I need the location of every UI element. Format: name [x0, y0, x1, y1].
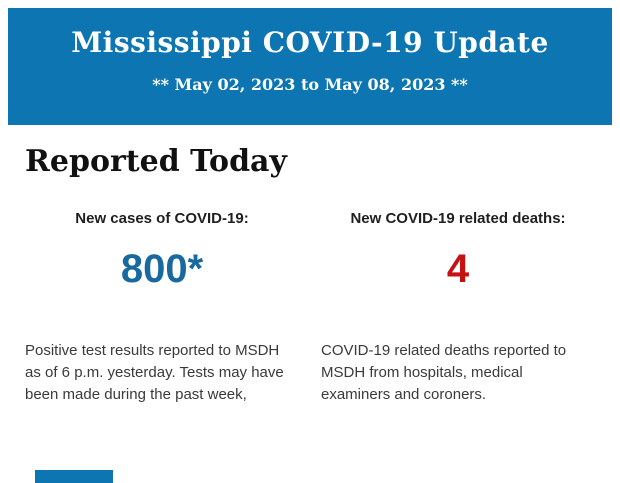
date-range: ** May 02, 2023 to May 08, 2023 ** [152, 74, 468, 94]
next-section-band-partial [35, 470, 113, 483]
page-title: Mississippi COVID-19 Update [71, 26, 549, 59]
main-content [0, 145, 620, 406]
new-cases-label: New cases of COVID-19: [75, 210, 249, 227]
stat-new-cases [25, 210, 299, 406]
new-deaths-label: New COVID-19 related deaths: [350, 210, 566, 227]
new-deaths-description: COVID-19 related deaths reported to MSDH from hospitals, medical examiners and coroners. [321, 342, 567, 403]
new-deaths-value: 4 [446, 247, 470, 291]
section-heading: Reported Today [25, 144, 287, 179]
stats-row [25, 210, 595, 406]
stat-new-deaths [321, 210, 595, 406]
header-banner [8, 8, 612, 125]
new-cases-value: 800* [120, 247, 204, 291]
new-cases-description: Positive test results reported to MSDH as of 6 p.m. yesterday. Tests may have been made during the past week, [25, 342, 284, 403]
